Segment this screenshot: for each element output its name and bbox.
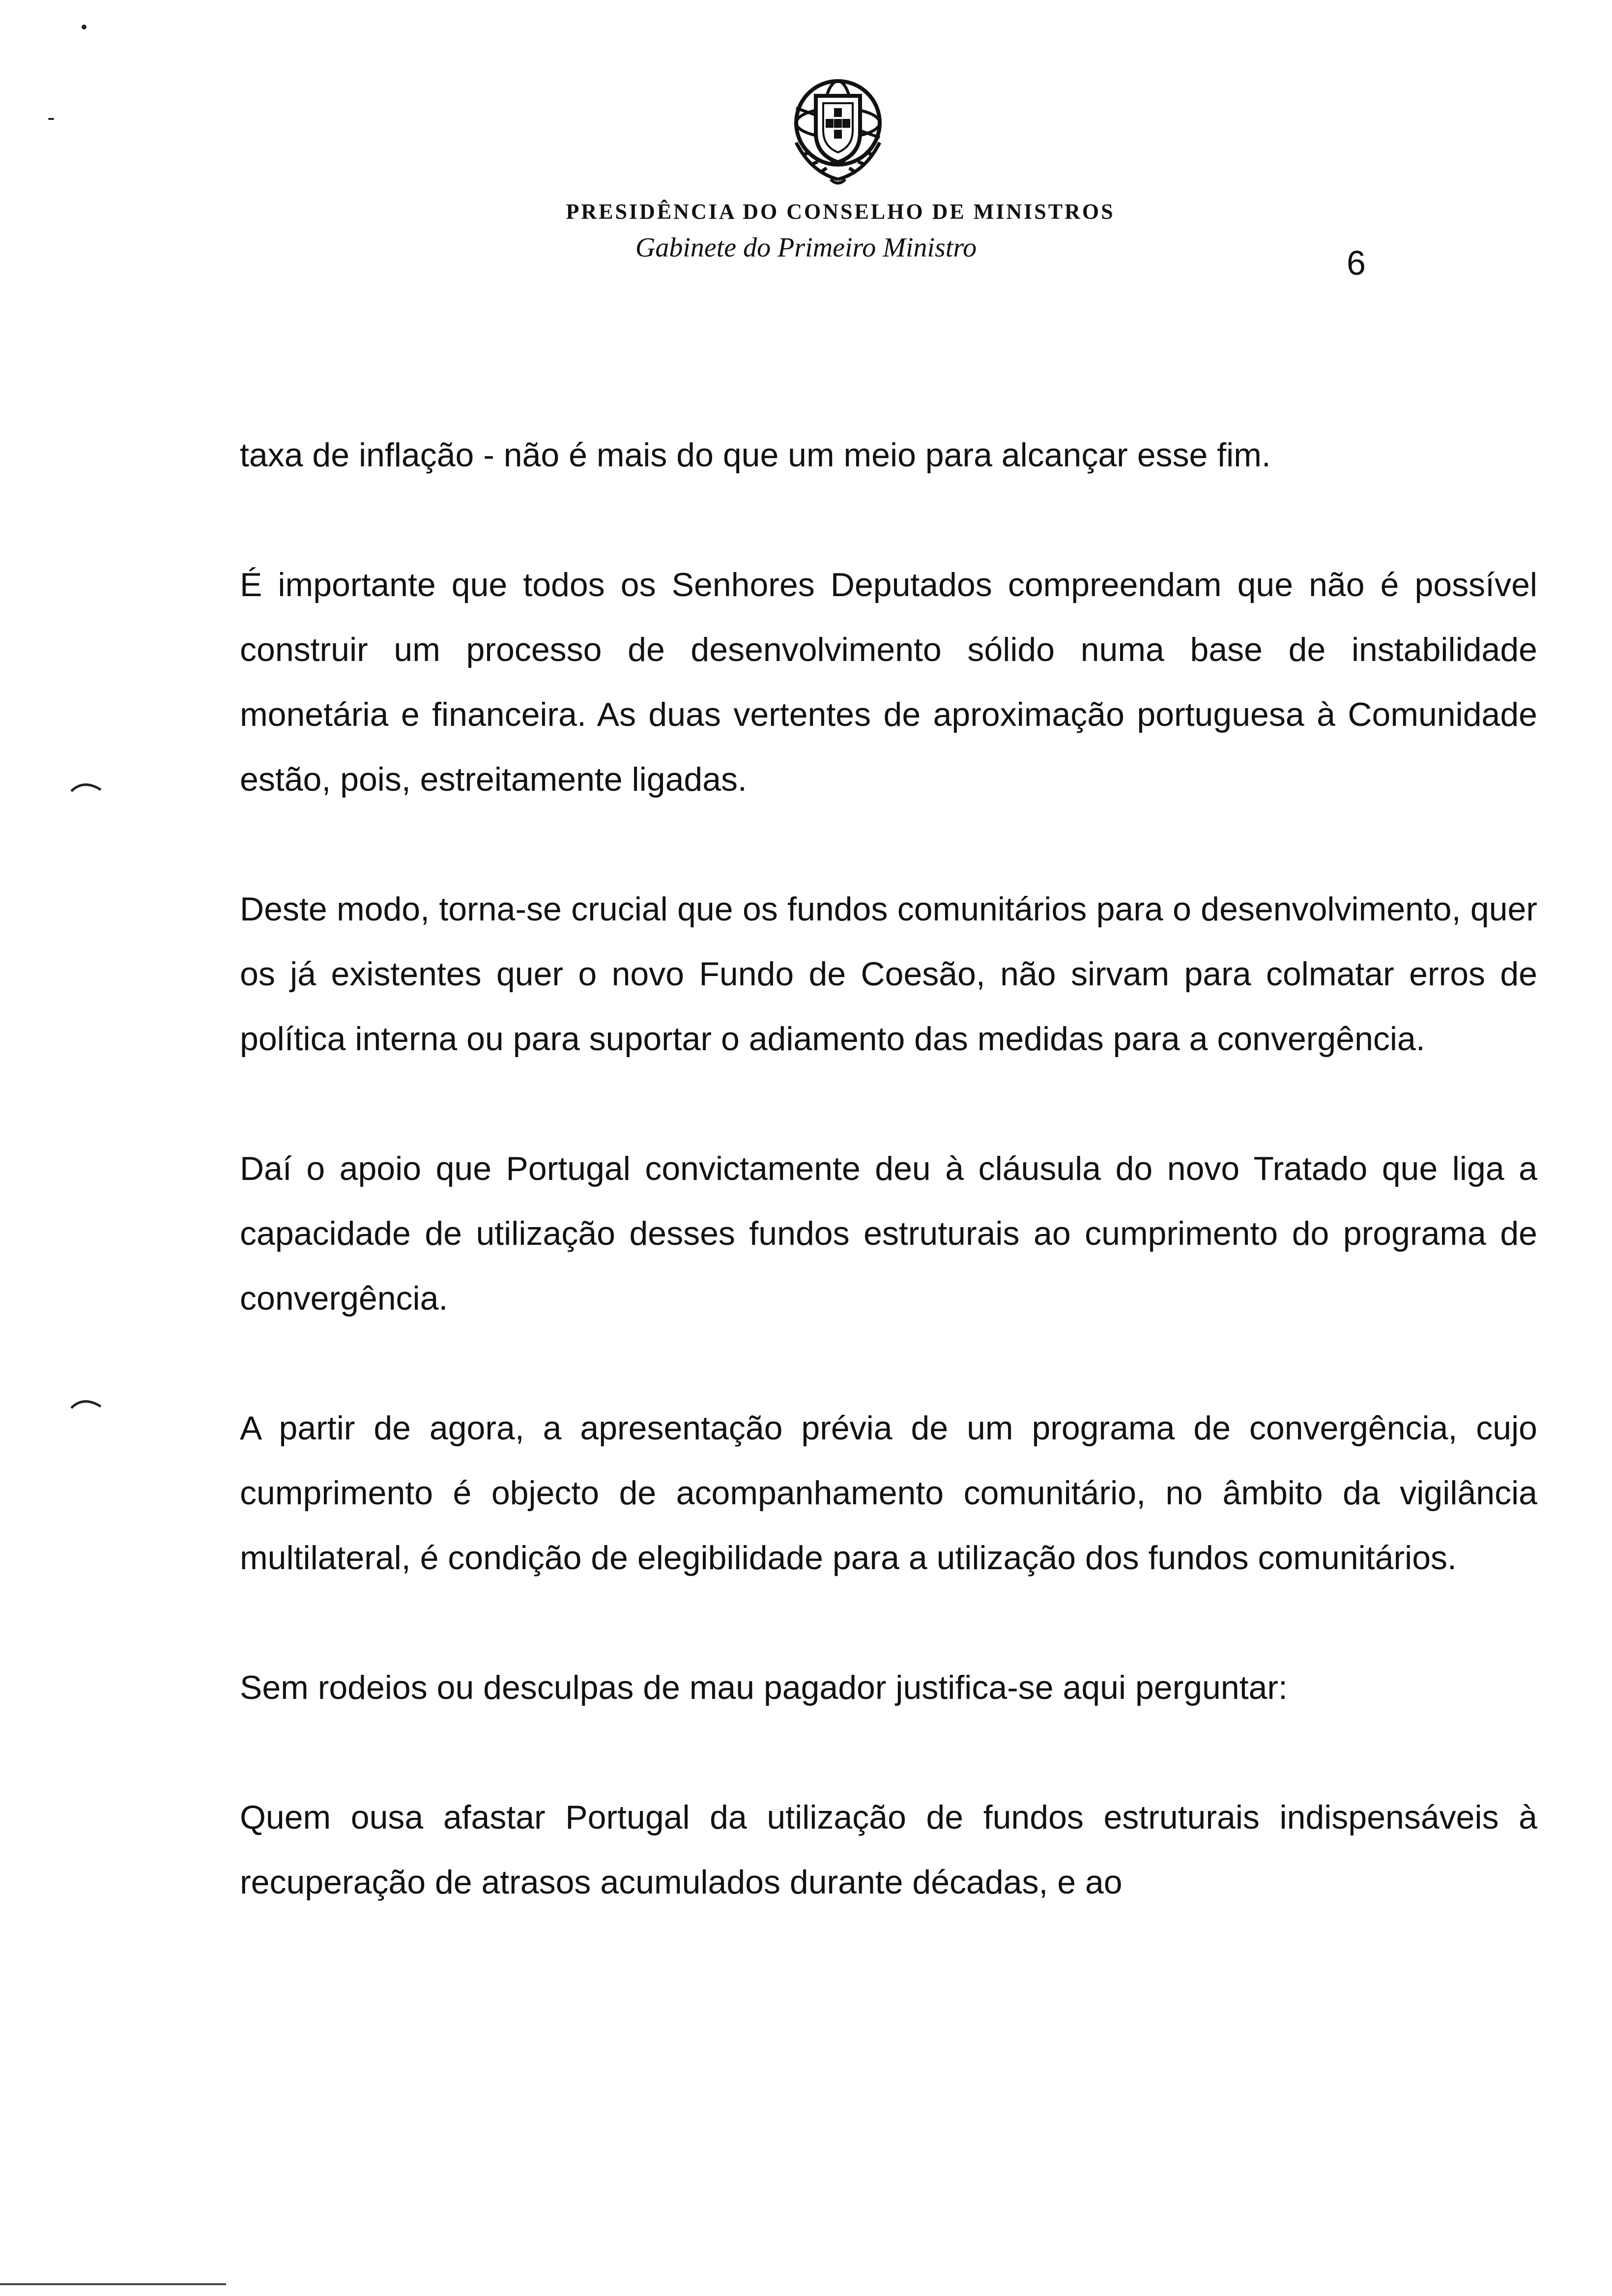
office-subtitle: Gabinete do Primeiro Ministro	[635, 232, 977, 263]
bottom-rule	[0, 2283, 226, 2285]
page-number: 6	[1347, 244, 1366, 282]
paragraph-4: Daí o apoio que Portugal convictamente deu à cláusula do novo Tratado que liga a capacidade de utilização desses fundos estruturais ao cumprimento do programa de convergência.	[240, 1150, 1537, 1317]
body-text	[240, 423, 1537, 1915]
paragraph-6: Sem rodeios ou desculpas de mau pagador justifica-se aqui perguntar:	[240, 1669, 1288, 1706]
coat-of-arms-icon	[777, 69, 899, 192]
paragraph-5: A partir de agora, a apresentação prévia de um programa de convergência, cujo cumprimento é objecto de acompanhamento comunitário, no âmbito da vigilância multilateral, é condição de elegibilidade para a utilização dos fundos comunitários.	[240, 1409, 1537, 1577]
scan-dot	[82, 25, 86, 29]
scan-dash	[48, 118, 54, 120]
margin-mark-icon	[69, 779, 103, 794]
margin-mark-icon	[69, 1396, 103, 1410]
paragraph-7: Quem ousa afastar Portugal da utilização de fundos estruturais indispensáveis à recuperação de atrasos acumulados durante décadas, e ao	[240, 1799, 1537, 1901]
institution-title: PRESIDÊNCIA DO CONSELHO DE MINISTROS	[566, 200, 1115, 224]
paragraph-1: taxa de inflação - não é mais do que um meio para alcançar esse fim.	[240, 436, 1271, 474]
paragraph-2: É importante que todos os Senhores Deputados compreendam que não é possível construir um processo de desenvolvimento sólido numa base de instabilidade monetária e financeira. As duas vertentes de aproximação portuguesa à Comunidade estão, pois, estreitamente ligadas.	[240, 566, 1537, 798]
paragraph-3: Deste modo, torna-se crucial que os fundos comunitários para o desenvolvimento, quer os já existentes quer o novo Fundo de Coesão, não sirvam para colmatar erros de política interna ou para suportar o adiamento das medidas para a convergência.	[240, 890, 1537, 1058]
